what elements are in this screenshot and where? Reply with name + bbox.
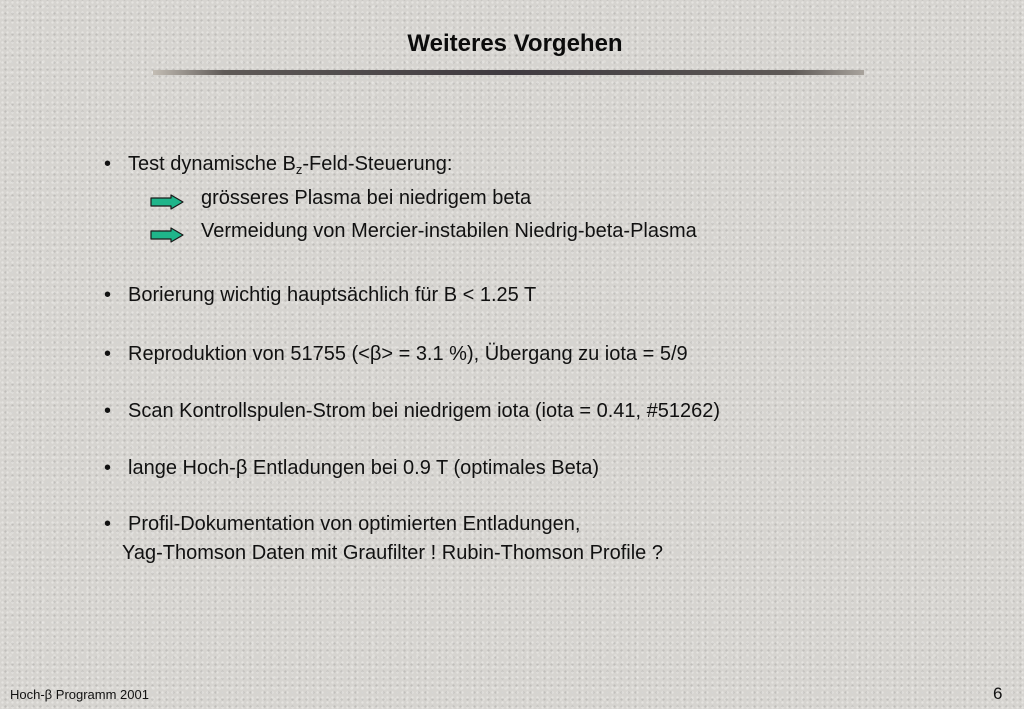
right-arrow-icon bbox=[150, 194, 184, 210]
bullet-6-text-line-1: Profil-Dokumentation von optimierten Entladungen, bbox=[128, 513, 581, 535]
bullet-5-text: lange Hoch-β Entladungen bei 0.9 T (optimales Beta) bbox=[128, 457, 600, 479]
sub-item-2: Vermeidung von Mercier-instabilen Niedrig-beta-Plasma bbox=[201, 220, 697, 242]
bullet-4-text: Scan Kontrollspulen-Strom bei niedrigem iota (iota = 0.41, #51262) bbox=[128, 400, 721, 422]
bullet-item-6 bbox=[104, 513, 580, 536]
bullet-2-text: Borierung wichtig hauptsächlich für B < 1.25 T bbox=[128, 284, 537, 306]
bullet-item-2 bbox=[104, 284, 536, 307]
bullet-marker: • bbox=[104, 343, 112, 365]
bullet-marker: • bbox=[104, 400, 112, 422]
footer-label: Hoch-β Programm 2001 bbox=[10, 687, 149, 702]
bullet-6-text-line-2: Yag-Thomson Daten mit Graufilter ! Rubin-Thomson Profile ? bbox=[122, 542, 663, 564]
arrow-shape bbox=[151, 228, 183, 242]
title-divider bbox=[153, 70, 864, 75]
bullet-marker: • bbox=[104, 457, 112, 479]
bullet-item-4 bbox=[104, 400, 720, 423]
bullet-1-text-pre: Test dynamische B bbox=[128, 153, 296, 175]
bullet-item-3 bbox=[104, 343, 688, 366]
sub-item-1: grösseres Plasma bei niedrigem beta bbox=[201, 187, 532, 209]
arrow-shape bbox=[151, 195, 183, 209]
bullet-item-1 bbox=[104, 153, 452, 176]
bullet-marker: • bbox=[104, 513, 112, 535]
slide-title: Weiteres Vorgehen bbox=[407, 30, 623, 57]
bullet-1-subscript: z bbox=[295, 162, 303, 177]
bullet-marker: • bbox=[104, 153, 112, 175]
bullet-marker: • bbox=[104, 284, 112, 306]
bullet-item-5 bbox=[104, 457, 599, 480]
bullet-3-text: Reproduktion von 51755 (<β> = 3.1 %), Übergang zu iota = 5/9 bbox=[128, 343, 688, 365]
bullet-1-text-post: -Feld-Steuerung: bbox=[302, 153, 453, 175]
right-arrow-icon bbox=[150, 227, 184, 243]
page-number: 6 bbox=[993, 684, 1003, 703]
